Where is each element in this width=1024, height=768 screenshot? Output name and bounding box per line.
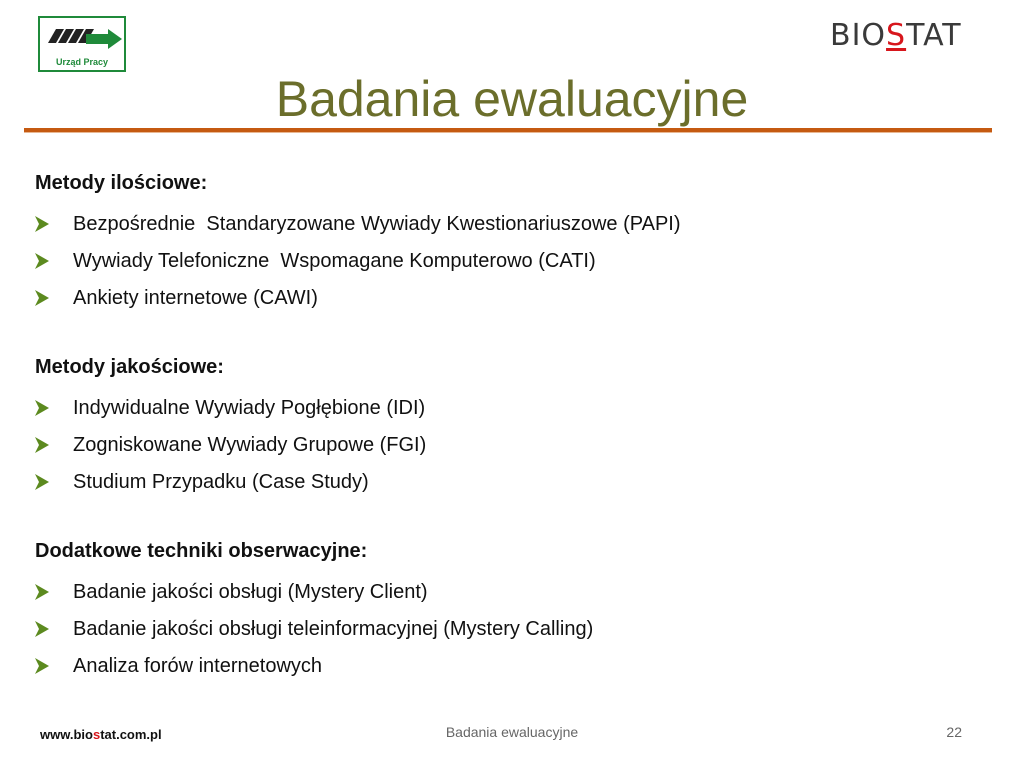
list-item-text: Studium Przypadku (Case Study) xyxy=(73,470,369,493)
arrowhead-bullet-icon xyxy=(35,658,73,674)
list-item xyxy=(35,426,995,463)
slide-title: Badania ewaluacyjne xyxy=(275,71,749,127)
footer-website-accent: s xyxy=(92,727,101,742)
arrowhead-bullet-icon xyxy=(35,584,73,600)
arrowhead-bullet-icon xyxy=(35,216,73,232)
arrowhead-bullet-icon xyxy=(35,621,73,637)
list-item-text: Badanie jakości obsługi (Mystery Client) xyxy=(73,580,428,603)
slide-content xyxy=(35,168,995,684)
list-item xyxy=(35,573,995,610)
list-item-text: Zogniskowane Wywiady Grupowe (FGI) xyxy=(73,433,427,456)
list-item-text: Analiza forów internetowych xyxy=(73,654,323,677)
footer-website-part3: tat.com.pl xyxy=(100,727,162,742)
list-item-text: Ankiety internetowe (CAWI) xyxy=(73,286,318,309)
list-item xyxy=(35,242,995,279)
arrowhead-bullet-icon xyxy=(35,290,73,306)
biostat-logo-part3: TAT xyxy=(906,18,962,53)
footer-website-part1: www.bio xyxy=(40,727,93,742)
biostat-logo-part1: BIO xyxy=(830,18,887,53)
arrowhead-bullet-icon xyxy=(35,437,73,453)
section-heading-quantitative: Metody ilościowe: xyxy=(35,172,208,194)
footer-title: Badania ewaluacyjne xyxy=(445,724,579,740)
urzad-pracy-logo-caption: Urząd Pracy xyxy=(55,57,109,67)
list-item xyxy=(35,463,995,500)
page-number: 22 xyxy=(946,724,962,740)
biostat-logo-accent: S xyxy=(886,18,907,53)
list-item xyxy=(35,610,995,647)
list-item-text: Badanie jakości obsługi teleinformacyjnej (Mystery Calling) xyxy=(73,617,594,640)
list-item-text: Wywiady Telefoniczne Wspomagane Komputerowo (CATI) xyxy=(73,249,596,272)
list-item xyxy=(35,389,995,426)
urzad-pracy-logo xyxy=(38,16,126,72)
list-item-text: Bezpośrednie Standaryzowane Wywiady Kwestionariuszowe (PAPI) xyxy=(73,212,681,235)
list-item xyxy=(35,279,995,316)
list-item xyxy=(35,647,995,684)
urzad-pracy-logo-icon xyxy=(46,23,122,53)
title-divider xyxy=(24,128,992,133)
arrowhead-bullet-icon xyxy=(35,400,73,416)
section-heading-qualitative: Metody jakościowe: xyxy=(35,356,224,378)
list-item xyxy=(35,205,995,242)
section-heading-observational: Dodatkowe techniki obserwacyjne: xyxy=(35,540,368,562)
list-item-text: Indywidualne Wywiady Pogłębione (IDI) xyxy=(73,396,426,419)
biostat-logo xyxy=(830,18,1000,58)
arrowhead-bullet-icon xyxy=(35,474,73,490)
arrowhead-bullet-icon xyxy=(35,253,73,269)
